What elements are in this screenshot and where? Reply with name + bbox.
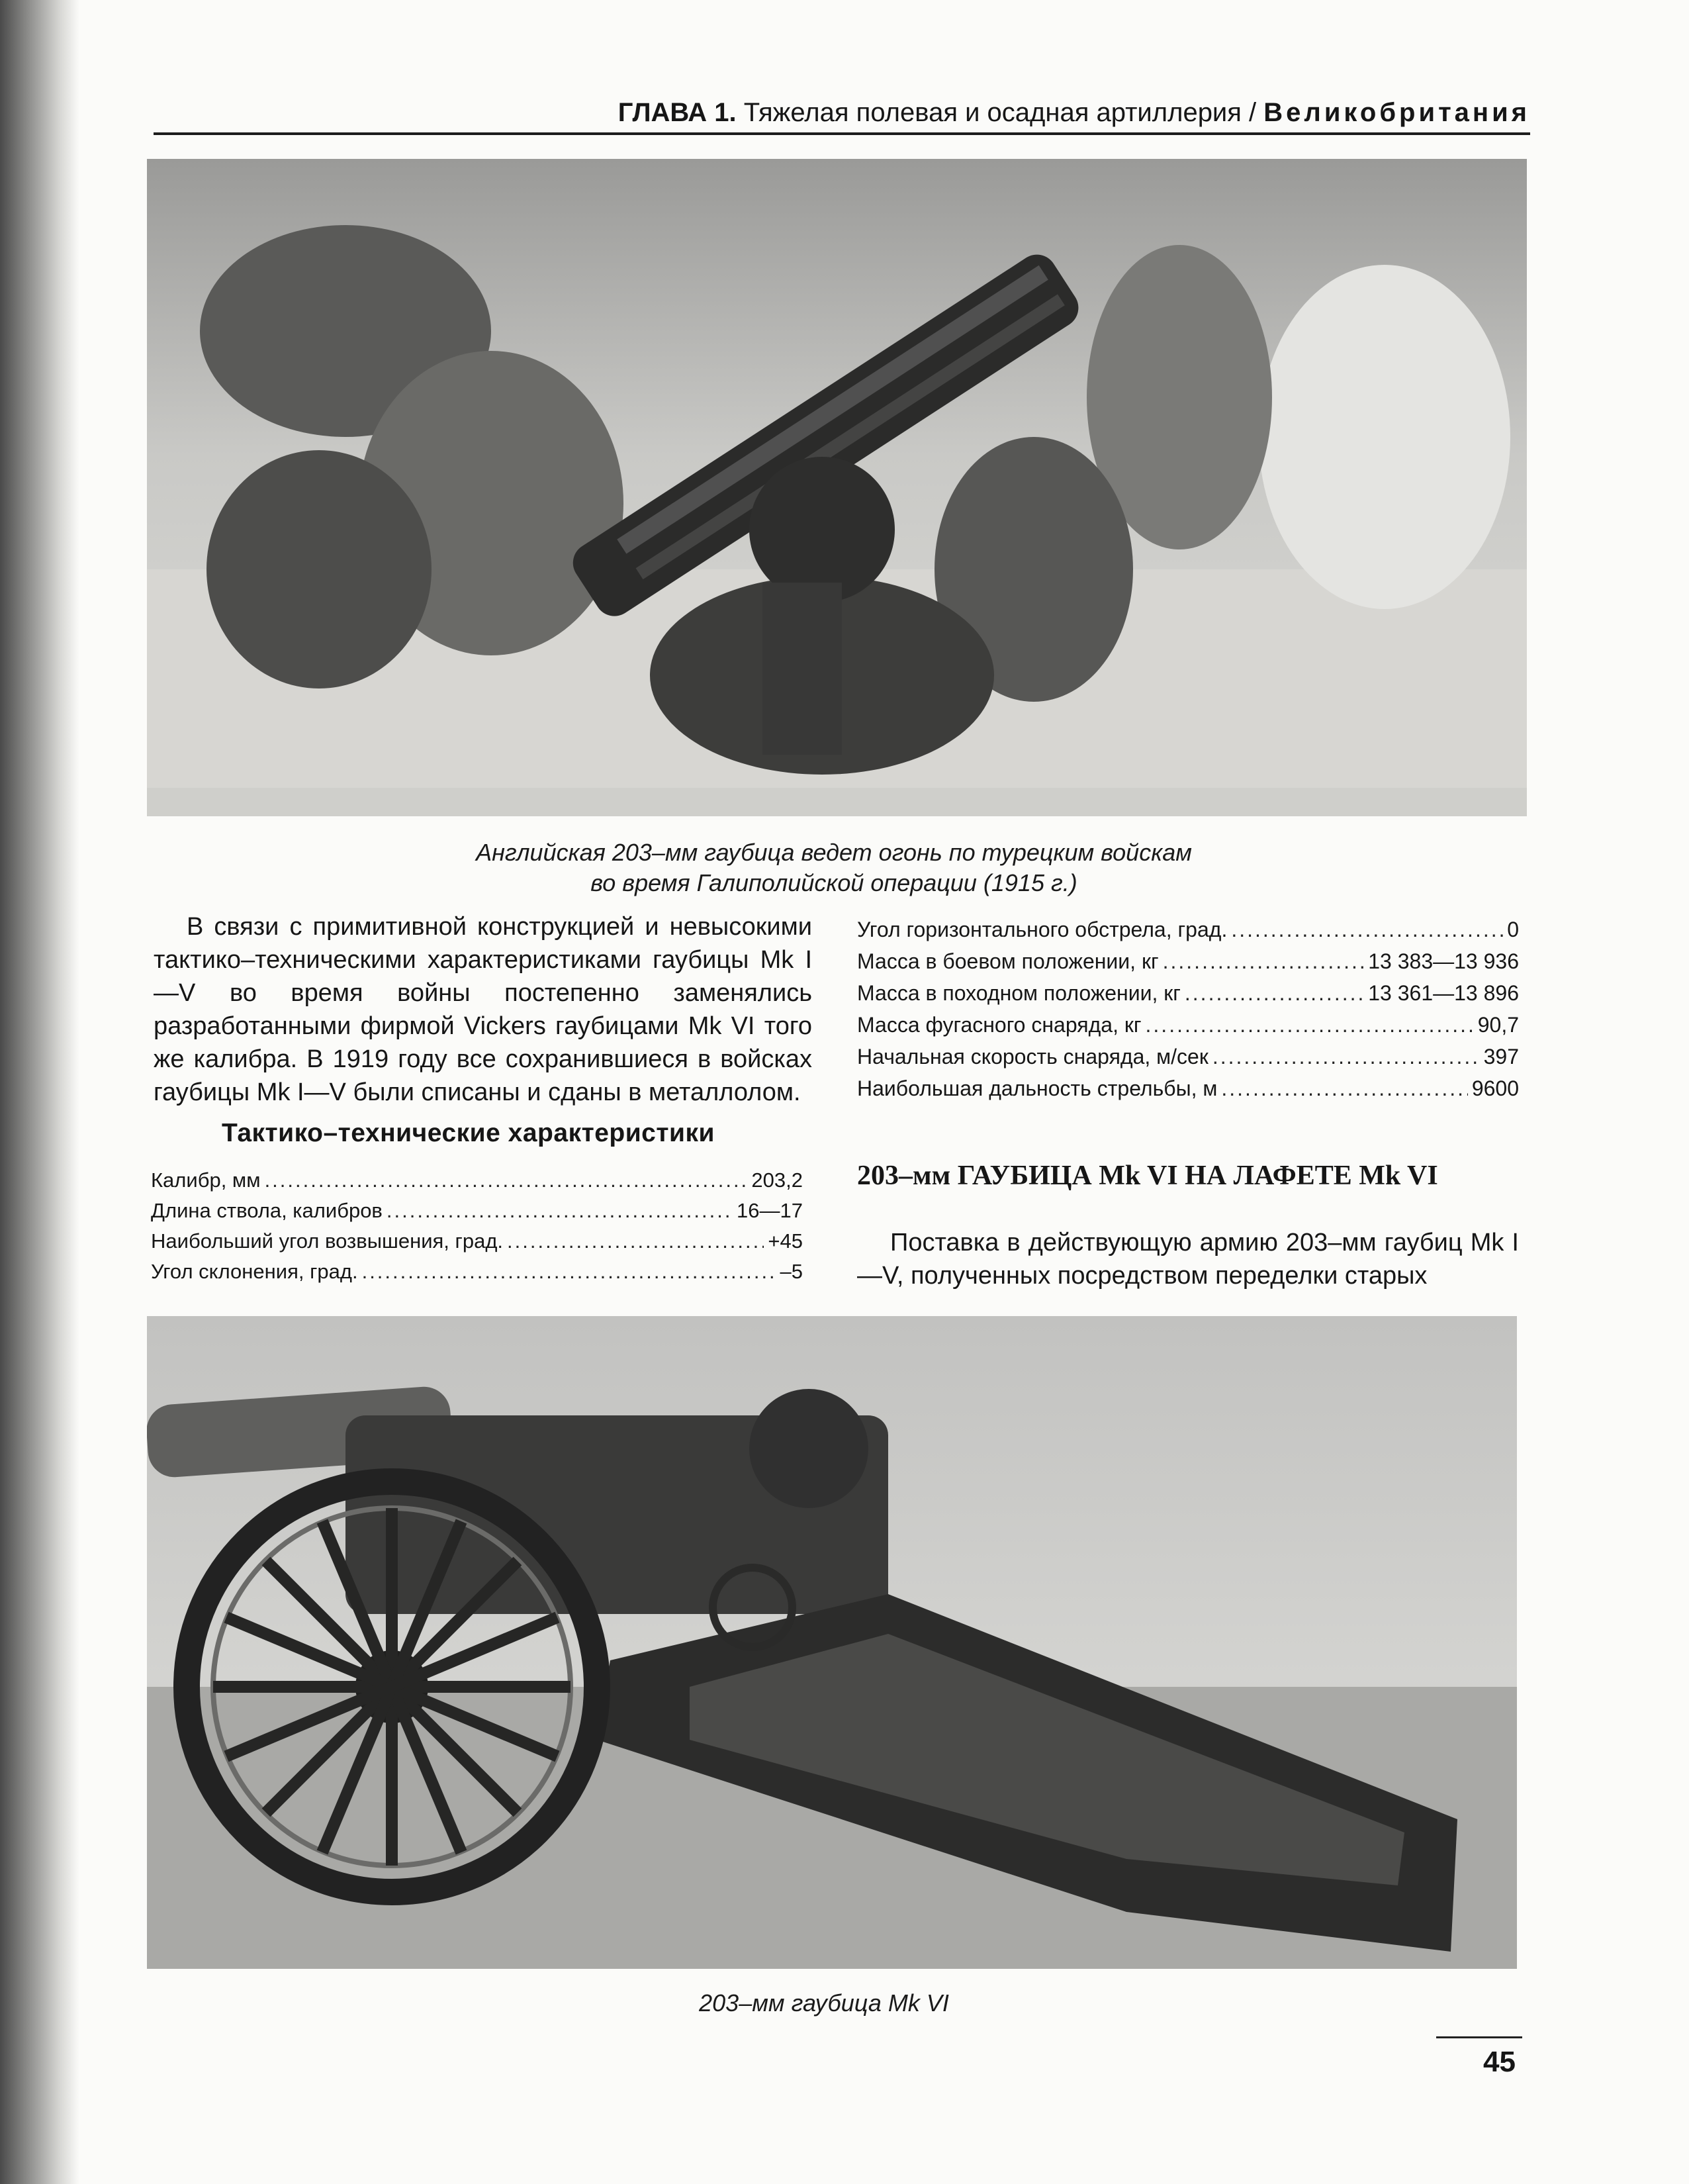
chapter-title: Тяжелая полевая и осадная артиллерия /: [736, 98, 1264, 127]
caption-line: во время Галиполийской операции (1915 г.): [590, 869, 1077, 896]
spec-label: Наибольший угол возвышения, град.: [151, 1229, 504, 1253]
spec-row: [857, 945, 1519, 977]
photo-howitzer-mk-vi: [147, 1316, 1517, 1969]
caption-line: Английская 203–мм гаубица ведет огонь по турецким войскам: [476, 839, 1192, 866]
spec-label: Длина ствола, калибров: [151, 1199, 383, 1222]
figure-caption: [371, 837, 1297, 898]
spec-row: [151, 1165, 803, 1196]
leader-dots: [507, 1226, 764, 1257]
intro-paragraph: В связи с примитивной конструкцией и невысокими тактико–техническими характеристиками гаубицы Mk I—V во время войны постепенно заменялись разработанными фирмой Vickers гаубицами Mk VI того же калибра. В 1919 году все сохранившиеся в войсках гаубицы Mk I—V были списаны и сданы в металлолом.: [154, 913, 812, 1106]
spec-label: Наибольшая дальность стрельбы, м: [857, 1076, 1218, 1100]
page-number: 45: [1483, 2046, 1516, 2078]
page-edge-shadow: [0, 0, 79, 2184]
spec-label: Калибр, мм: [151, 1168, 261, 1192]
leader-dots: [1212, 1041, 1480, 1072]
specs-list-right: [857, 914, 1519, 1104]
spec-label: Угол склонения, град.: [151, 1260, 358, 1283]
section-title: 203–мм ГАУБИЦА Mk VI НА ЛАФЕТЕ Mk VI: [857, 1161, 1438, 1191]
spec-label: Масса фугасного снаряда, кг: [857, 1013, 1142, 1037]
spec-value: 90,7: [1477, 1013, 1519, 1037]
spec-row: [857, 914, 1519, 945]
spec-label: Масса в боевом положении, кг: [857, 949, 1159, 973]
spec-label: Угол горизонтального обстрела, град.: [857, 918, 1228, 941]
spec-row: [857, 1072, 1519, 1104]
country-name: Великобритания: [1263, 98, 1530, 127]
leader-dots: [1221, 1072, 1467, 1104]
spec-value: 0: [1507, 918, 1519, 941]
spec-row: [857, 977, 1519, 1009]
spec-value: 9600: [1471, 1076, 1519, 1100]
running-head: [154, 93, 1530, 135]
photo-gallipoli-howitzer: [147, 159, 1527, 816]
section-paragraph: Поставка в действующую армию 203–мм гаубиц Mk I—V, полученных посредством переделки старых: [857, 1229, 1519, 1290]
spec-row: [857, 1009, 1519, 1041]
spec-value: –5: [780, 1260, 803, 1283]
spec-value: +45: [768, 1229, 803, 1253]
spec-value: 397: [1483, 1045, 1519, 1068]
spec-label: Начальная скорость снаряда, м/сек: [857, 1045, 1209, 1068]
leader-dots: [387, 1196, 733, 1226]
spec-value: 13 361—13 896: [1368, 981, 1519, 1005]
leader-dots: [1163, 945, 1365, 977]
spec-row: [857, 1041, 1519, 1072]
spec-row: [151, 1257, 803, 1287]
spec-value: 16—17: [737, 1199, 803, 1222]
leader-dots: [362, 1257, 776, 1287]
spec-label: Масса в походном положении, кг: [857, 981, 1181, 1005]
spec-row: [151, 1196, 803, 1226]
specs-heading: Тактико–технические характеристики: [222, 1119, 715, 1147]
leader-dots: [1185, 977, 1364, 1009]
leader-dots: [1146, 1009, 1474, 1041]
figure-caption: 203–мм гаубица Mk VI: [699, 1989, 949, 2017]
chapter-label: ГЛАВА 1.: [617, 98, 737, 127]
spec-value: 203,2: [751, 1168, 803, 1192]
leader-dots: [1231, 914, 1503, 945]
spec-value: 13 383—13 936: [1368, 949, 1519, 973]
specs-list-left: [151, 1165, 803, 1287]
folio-rule: [1436, 2036, 1522, 2038]
leader-dots: [265, 1165, 748, 1196]
spec-row: [151, 1226, 803, 1257]
